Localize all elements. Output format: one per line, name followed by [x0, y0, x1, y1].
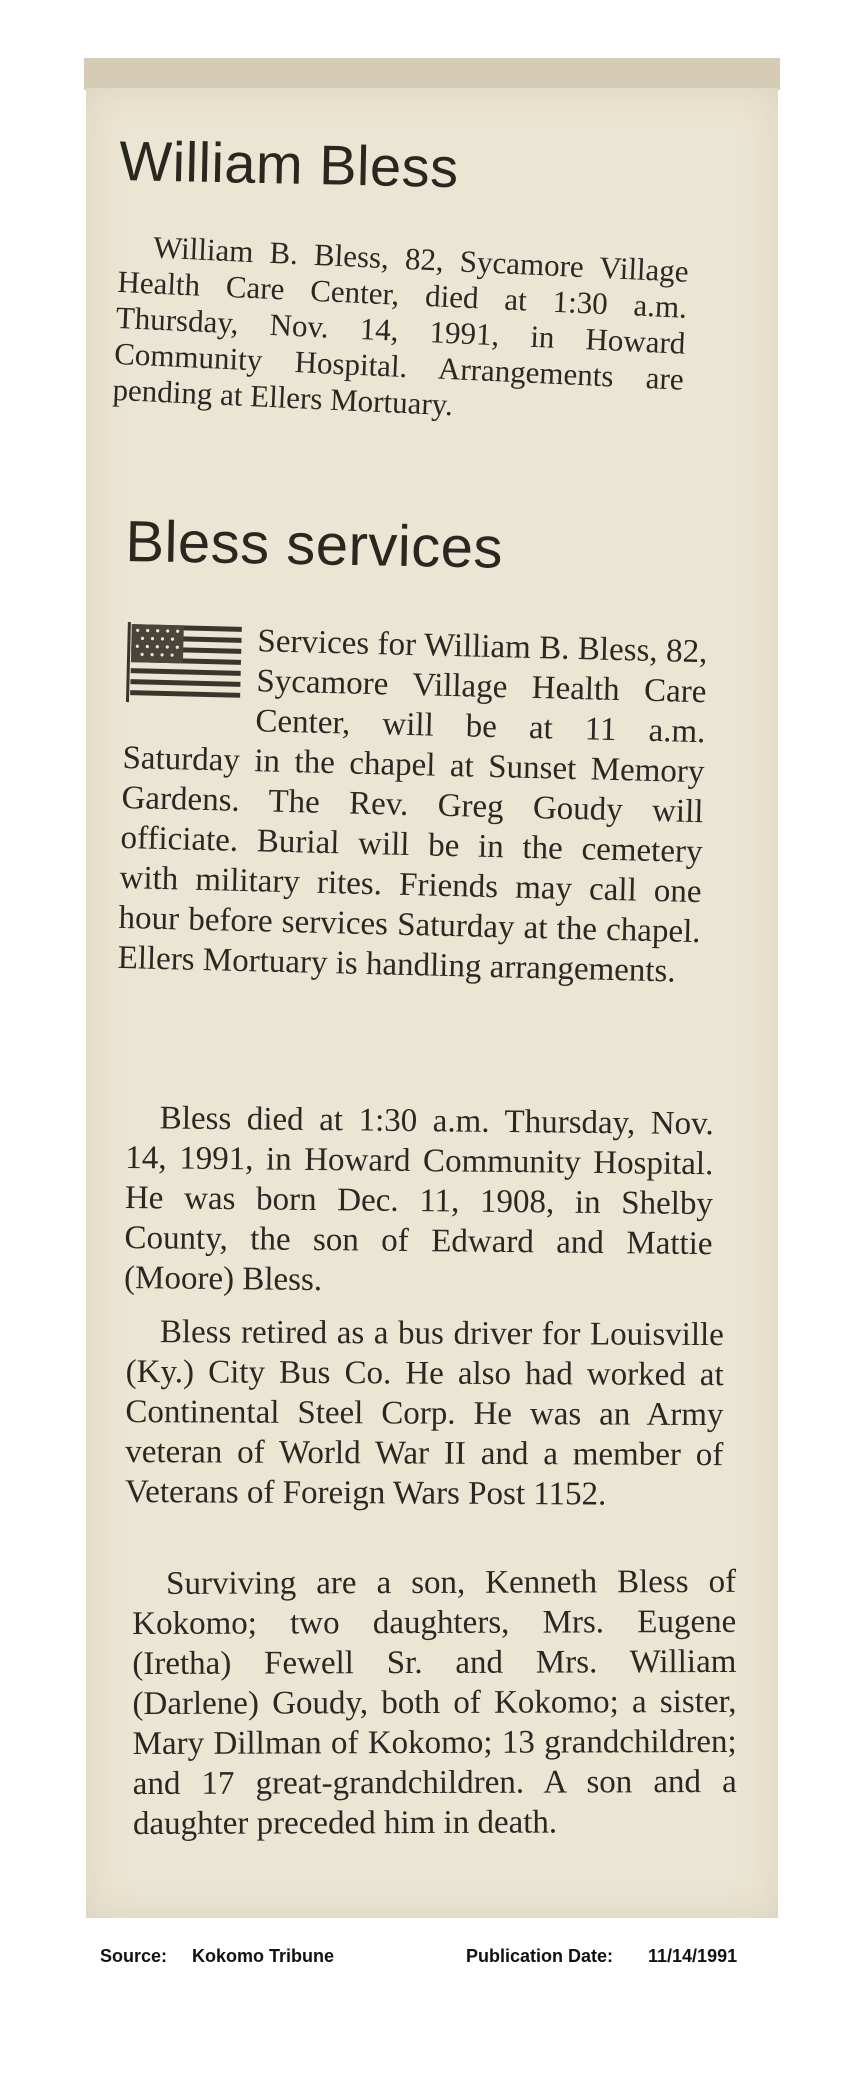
- obituary-text-body: William B. Bless, 82, Sycamore Village Health Care Center, died at 1:30 a.m. Thursday, Nov. 14, 1991, in Howard Community Hospital. Arrangements are pending at Ellers Mortuary.: [111, 229, 690, 423]
- source-value: Kokomo Tribune: [192, 1946, 335, 1966]
- services-paragraph-4-text: Surviving are a son, Kenneth Bless of Kokomo; two daughters, Mrs. Eugene (Iretha) Fewell Sr. and Mrs. William (Darlene) Goudy, both of Kokomo; a sister, Mary Dillman of Kokomo; 13 grandchildren; and 17 great-grandchildren. A son and a daughter preceded him in death.: [132, 1563, 737, 1842]
- services-paragraph-4: [132, 1562, 737, 1844]
- services-paragraph-1-text: Services for William B. Bless, 82, Sycamore Village Health Care Center, will be at 11 a.m. Saturday in the chapel at Sunset Memory Gardens. The Rev. Greg Goudy will officiate. Burial will be in the cemetery with military rites. Friends may call one hour before services Saturday at the chapel. Ellers Mortuary is handling arrangements.: [117, 623, 708, 990]
- services-headline: Bless services: [124, 508, 504, 581]
- newspaper-clipping: [84, 58, 780, 1918]
- publication-date-label: Publication Date:: [466, 1946, 614, 1966]
- clipping-paper: [86, 88, 778, 1918]
- obituary-text: [112, 228, 690, 434]
- services-paragraph-3: [125, 1312, 724, 1515]
- publication-date-value: 11/14/1991: [648, 1946, 738, 1966]
- services-paragraph-2-text: Bless died at 1:30 a.m. Thursday, Nov. 14, 1991, in Howard Community Hospital. He was born Dec. 11, 1908, in Shelby County, the son of Edward and Mattie (Moore) Bless.: [123, 1100, 714, 1299]
- services-paragraph-3-text: Bless retired as a bus driver for Louisville (Ky.) City Bus Co. He also had worked at Continental Steel Corp. He was an Army veteran of World War II and a member of Veterans of Foreign Wars Post 1152.: [124, 1314, 724, 1513]
- services-paragraph-2: [124, 1098, 714, 1304]
- source-label: Source:: [100, 1946, 168, 1966]
- obituary-headline: William Bless: [118, 128, 460, 200]
- american-flag-icon: [124, 620, 248, 709]
- services-paragraph-1: [117, 618, 708, 992]
- clipping-top-edge: [84, 58, 780, 90]
